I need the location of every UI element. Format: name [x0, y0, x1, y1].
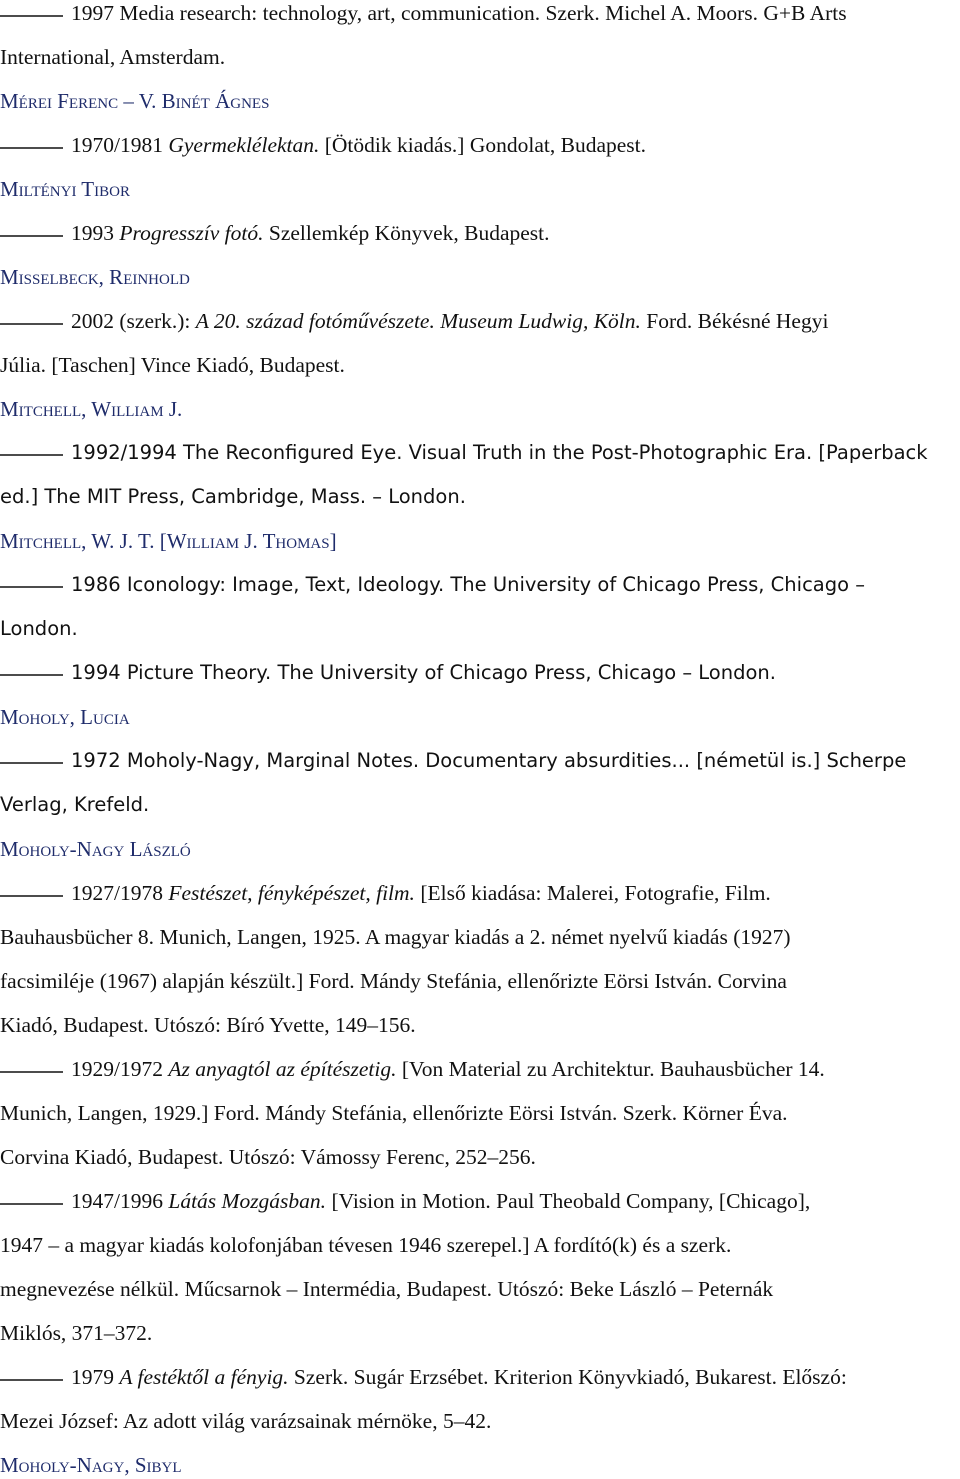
- author-heading: [0, 835, 950, 863]
- entry-text: Corvina Kiadó, Budapest. Utószó: Vámossy Ferenc, 252–256.: [0, 1145, 536, 1169]
- entry-text: Júlia. [Taschen] Vince Kiadó, Budapest.: [0, 353, 345, 377]
- entry-text: 1992/1994 The Reconfigured Eye. Visual Truth in the Post-Photographic Era. [Paperback: [71, 441, 928, 464]
- entry-text: [Első kiadása: Malerei, Fotografie, Film.: [414, 881, 771, 905]
- entry-continuation: [0, 1319, 950, 1347]
- entry-continuation: [0, 791, 950, 819]
- repeat-author-dash-icon: [0, 1055, 71, 1083]
- entry-text: Mérei Ferenc – V. Binét Ágnes: [0, 89, 270, 113]
- entry-text: 1993: [71, 221, 120, 245]
- bibliography-entry: [0, 219, 950, 247]
- entry-text: [Von Material zu Architektur. Bauhausbücher 14.: [396, 1057, 825, 1081]
- entry-text: Mitchell, W. J. T. [William J. Thomas]: [0, 529, 337, 553]
- repeat-author-dash-icon: [0, 1187, 71, 1215]
- entry-continuation: [0, 615, 950, 643]
- repeat-author-dash-icon: [0, 1363, 71, 1391]
- repeat-author-dash-icon: [0, 219, 71, 247]
- title-text: Festészet, fényképészet, film.: [168, 881, 415, 905]
- entry-continuation: [0, 1231, 950, 1259]
- entry-text: Miklós, 371–372.: [0, 1321, 153, 1345]
- entry-text: Szellemkép Könyvek, Budapest.: [263, 221, 550, 245]
- title-text: A 20. század fotóművészete. Museum Ludwig, Köln.: [195, 309, 641, 333]
- entry-text: ed.] The MIT Press, Cambridge, Mass. – London.: [0, 485, 466, 508]
- repeat-author-dash-icon: [0, 747, 71, 775]
- entry-continuation: [0, 483, 950, 511]
- title-text: Látás Mozgásban.: [168, 1189, 327, 1213]
- bibliography-entry: [0, 307, 950, 335]
- title-text: A festéktől a fényig.: [119, 1365, 289, 1389]
- bibliography-entry: [0, 571, 950, 599]
- entry-text: Munich, Langen, 1929.] Ford. Mándy Stefánia, ellenőrizte Eörsi István. Szerk. Körner Éva.: [0, 1101, 788, 1125]
- bibliography-entry: [0, 131, 950, 159]
- bibliography-entry: [0, 659, 950, 687]
- entry-text: 1927/1978: [71, 881, 169, 905]
- entry-text: 1947/1996: [71, 1189, 169, 1213]
- entry-text: Moholy-Nagy László: [0, 837, 191, 861]
- bibliography-entry: [0, 879, 950, 907]
- entry-text: Miltényi Tibor: [0, 177, 130, 201]
- entry-text: London.: [0, 617, 78, 640]
- entry-continuation: [0, 351, 950, 379]
- entry-continuation: [0, 1011, 950, 1039]
- entry-continuation: [0, 1275, 950, 1303]
- entry-text: 1972 Moholy-Nagy, Marginal Notes. Documentary absurdities... [németül is.] Scherpe: [71, 749, 907, 772]
- entry-text: Verlag, Krefeld.: [0, 793, 150, 816]
- entry-text: Ford. Békésné Hegyi: [640, 309, 829, 333]
- entry-text: 1994 Picture Theory. The University of Chicago Press, Chicago – London.: [71, 661, 776, 684]
- author-heading: [0, 527, 950, 555]
- repeat-author-dash-icon: [0, 879, 71, 907]
- entry-text: Mezei József: Az adott világ varázsainak mérnöke, 5–42.: [0, 1409, 492, 1433]
- entry-text: Moholy-Nagy, Sibyl: [0, 1453, 182, 1477]
- repeat-author-dash-icon: [0, 0, 71, 27]
- author-heading: [0, 175, 950, 203]
- author-heading: [0, 1451, 950, 1479]
- bibliography-entry: [0, 1055, 950, 1083]
- entry-continuation: [0, 1143, 950, 1171]
- repeat-author-dash-icon: [0, 439, 71, 467]
- author-heading: [0, 263, 950, 291]
- entry-text: International, Amsterdam.: [0, 45, 226, 69]
- author-heading: [0, 87, 950, 115]
- entry-text: megnevezése nélkül. Műcsarnok – Intermédia, Budapest. Utószó: Beke László – Peternák: [0, 1277, 774, 1301]
- entry-text: Bauhausbücher 8. Munich, Langen, 1925. A magyar kiadás a 2. német nyelvű kiadás (1927): [0, 925, 791, 949]
- repeat-author-dash-icon: [0, 307, 71, 335]
- author-heading: [0, 395, 950, 423]
- entry-text: Mitchell, William J.: [0, 397, 183, 421]
- entry-continuation: [0, 967, 950, 995]
- repeat-author-dash-icon: [0, 131, 71, 159]
- bibliography-entry: [0, 747, 950, 775]
- entry-text: Moholy, Lucia: [0, 705, 130, 729]
- bibliography-entry: [0, 0, 950, 27]
- repeat-author-dash-icon: [0, 659, 71, 687]
- title-text: Gyermeklélektan.: [168, 133, 320, 157]
- entry-text: 2002 (szerk.):: [71, 309, 196, 333]
- title-text: Progresszív fotó.: [119, 221, 264, 245]
- title-text: Az anyagtól az építészetig.: [168, 1057, 397, 1081]
- bibliography-entry: [0, 1187, 950, 1215]
- entry-text: Kiadó, Budapest. Utószó: Bíró Yvette, 149–156.: [0, 1013, 416, 1037]
- entry-continuation: [0, 923, 950, 951]
- repeat-author-dash-icon: [0, 571, 71, 599]
- entry-text: Szerk. Sugár Erzsébet. Kriterion Könyvkiadó, Bukarest. Előszó:: [288, 1365, 847, 1389]
- entry-text: 1986 Iconology: Image, Text, Ideology. The University of Chicago Press, Chicago –: [71, 573, 866, 596]
- entry-text: 1929/1972: [71, 1057, 169, 1081]
- entry-text: 1979: [71, 1365, 120, 1389]
- entry-text: Mißelbeck, Reinhold: [0, 265, 190, 289]
- bibliography-entry: [0, 1363, 950, 1391]
- author-heading: [0, 703, 950, 731]
- entry-continuation: [0, 1099, 950, 1127]
- entry-continuation: [0, 1407, 950, 1435]
- bibliography-entry: [0, 439, 950, 467]
- entry-text: 1997 Media research: technology, art, communication. Szerk. Michel A. Moors. G+B Arts: [71, 1, 847, 25]
- entry-text: [Ötödik kiadás.] Gondolat, Budapest.: [319, 133, 647, 157]
- entry-text: [Vision in Motion. Paul Theobald Company, [Chicago],: [326, 1189, 811, 1213]
- entry-text: 1947 – a magyar kiadás kolofonjában tévesen 1946 szerepel.] A fordító(k) és a szerk.: [0, 1233, 732, 1257]
- entry-continuation: [0, 43, 950, 71]
- entry-text: 1970/1981: [71, 133, 169, 157]
- entry-text: facsimiléje (1967) alapján készült.] Ford. Mándy Stefánia, ellenőrizte Eörsi István. Corvina: [0, 969, 787, 993]
